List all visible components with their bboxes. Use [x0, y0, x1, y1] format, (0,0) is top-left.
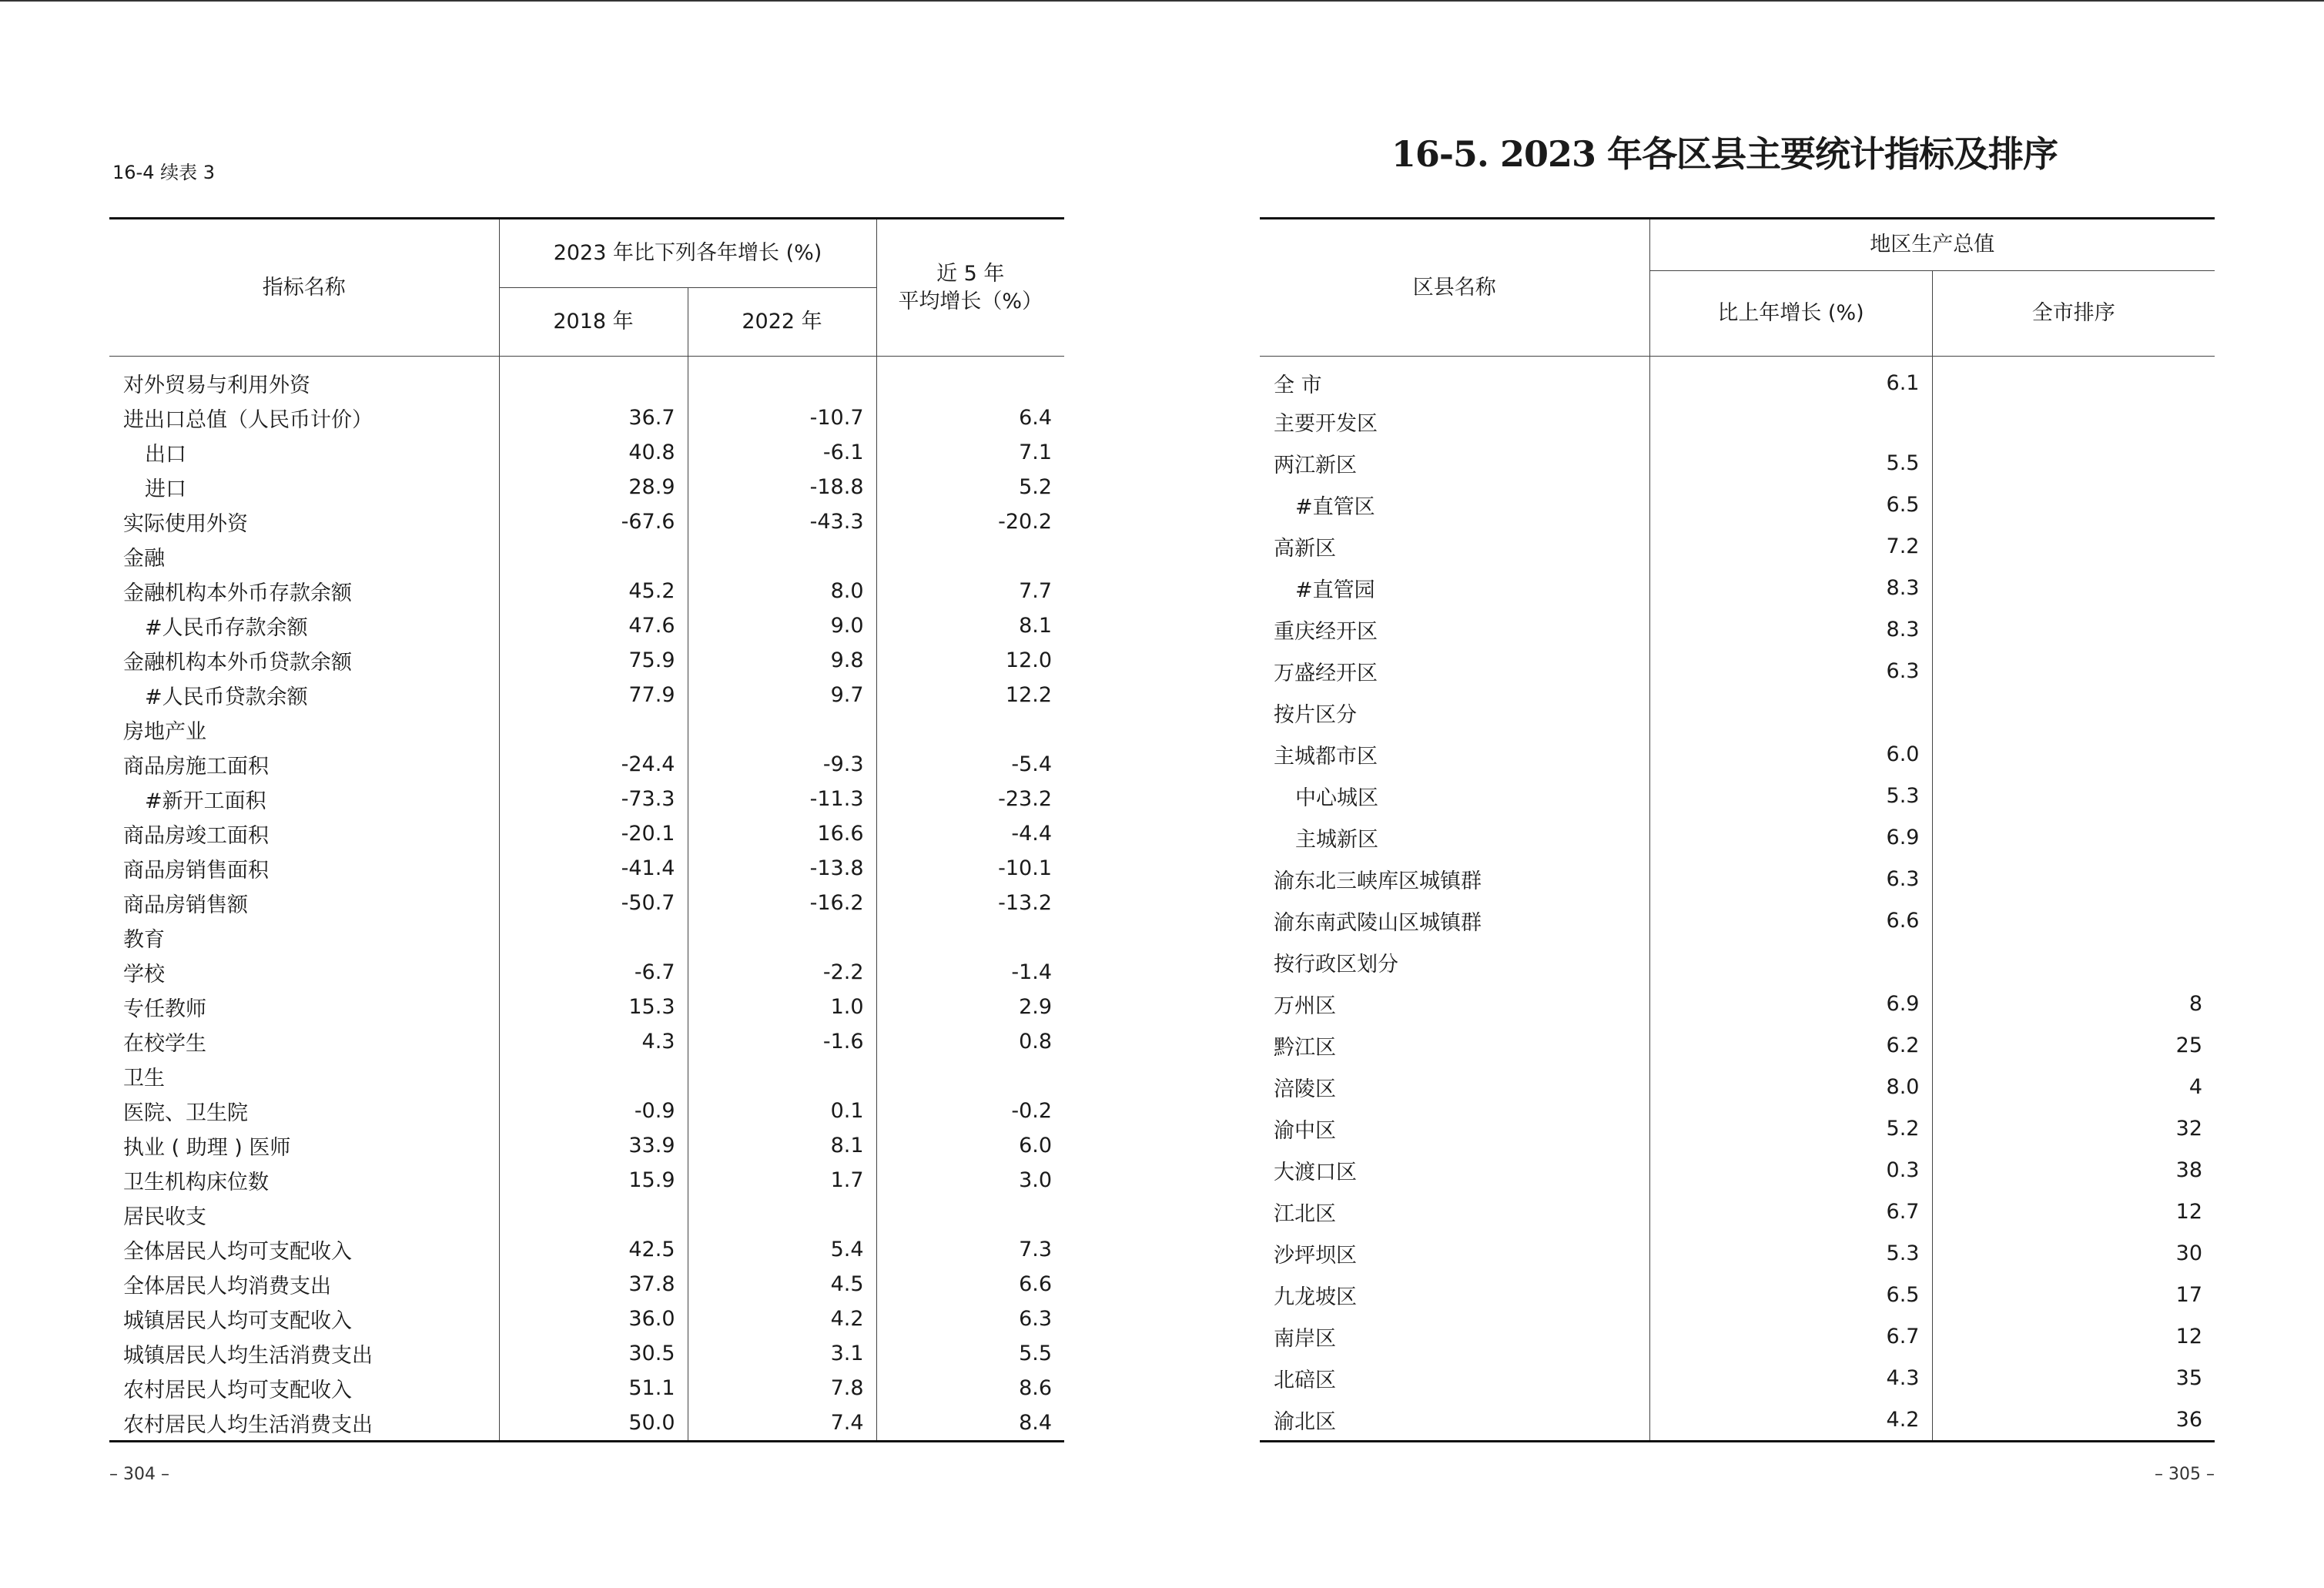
table-row: [1260, 567, 2215, 608]
cell-v1: 6.5: [1649, 484, 1932, 525]
cell-v2: -1.6: [688, 1024, 876, 1059]
table-row: [1260, 1315, 2215, 1357]
row-label: 城镇居民人均生活消费支出: [123, 1344, 373, 1368]
table-caption: 16-4 续表 3: [112, 162, 215, 183]
row-label: 渝北区: [1260, 1399, 1649, 1442]
table-row: [109, 539, 1064, 574]
cell-v3: 12.2: [876, 678, 1064, 712]
cell-v1: [1649, 400, 1932, 442]
cell-v3: 12.0: [876, 643, 1064, 678]
cell-v1: 6.7: [1649, 1315, 1932, 1357]
cell-v1: 8.0: [1649, 1066, 1932, 1107]
cell-v2: 36: [1932, 1399, 2215, 1442]
cell-v1: -73.3: [499, 782, 688, 816]
row-label: 按行政区划分: [1274, 952, 1398, 977]
table-row: [109, 1198, 1064, 1232]
row-label: 房地产业: [123, 720, 206, 744]
table-row: [109, 1024, 1064, 1059]
table-row: [1260, 484, 2215, 525]
table-row: [109, 643, 1064, 678]
cell-v3: 7.1: [876, 435, 1064, 470]
table-row: [109, 782, 1064, 816]
table-row: [1260, 1107, 2215, 1149]
cell-v2: -18.8: [688, 470, 876, 504]
cell-v1: [499, 539, 688, 574]
table-row: [109, 851, 1064, 886]
cell-v1: [499, 1198, 688, 1232]
cell-v3: -0.2: [876, 1094, 1064, 1128]
cell-v1: 6.5: [1649, 1274, 1932, 1315]
cell-v3: -4.4: [876, 816, 1064, 851]
table-row: [1260, 1357, 2215, 1399]
cell-v2: 3.1: [688, 1336, 876, 1371]
cell-v1: -20.1: [499, 816, 688, 851]
cell-v2: [1932, 442, 2215, 484]
header-2022: 2022 年: [688, 288, 876, 357]
cell-v1: 37.8: [499, 1267, 688, 1302]
cell-v3: 0.8: [876, 1024, 1064, 1059]
table-row: [1260, 1232, 2215, 1274]
table-row: [1260, 1149, 2215, 1191]
cell-v2: [688, 1059, 876, 1094]
header-gdp-group: 地区生产总值: [1649, 219, 2215, 271]
cell-v2: [1932, 900, 2215, 941]
table-row: [1260, 1399, 2215, 1442]
cell-v2: [1932, 567, 2215, 608]
row-label: 商品房施工面积: [123, 755, 269, 779]
cell-v1: [1649, 692, 1932, 733]
cell-v2: 8: [1932, 983, 2215, 1024]
page-number: – 304 –: [109, 1465, 169, 1484]
cell-v2: 12: [1932, 1315, 2215, 1357]
table-row: [109, 747, 1064, 782]
table-row: [1260, 983, 2215, 1024]
header-2018: 2018 年: [499, 288, 688, 357]
cell-v3: -23.2: [876, 782, 1064, 816]
table-row: [1260, 650, 2215, 692]
row-label: 居民收支: [123, 1205, 206, 1229]
row-label: 渝中区: [1274, 1118, 1336, 1143]
cell-v3: -1.4: [876, 955, 1064, 990]
table-row: [109, 1336, 1064, 1371]
cell-v1: 4.3: [1649, 1357, 1932, 1399]
row-label: 按片区分: [1274, 702, 1357, 727]
row-label: 对外贸易与利用外资: [123, 374, 310, 397]
cell-v2: 35: [1932, 1357, 2215, 1399]
row-label: 大渡口区: [1274, 1160, 1357, 1184]
cell-v1: 42.5: [499, 1232, 688, 1267]
cell-v2: 30: [1932, 1232, 2215, 1274]
row-label: 金融: [123, 547, 165, 571]
left-table-body: [109, 357, 1064, 1442]
cell-v2: -2.2: [688, 955, 876, 990]
row-label: #人民币存款余额: [145, 616, 308, 640]
cell-v1: -24.4: [499, 747, 688, 782]
cell-v1: 40.8: [499, 435, 688, 470]
table-row: [109, 1405, 1064, 1442]
cell-v2: [688, 920, 876, 955]
cell-v2: -10.7: [688, 400, 876, 435]
cell-v1: 6.2: [1649, 1024, 1932, 1066]
cell-v3: 6.0: [876, 1128, 1064, 1163]
header-growth-group: 2023 年比下列各年增长 (%): [499, 219, 876, 288]
cell-v3: [876, 357, 1064, 401]
cell-v2: [1932, 775, 2215, 816]
table-row: [1260, 941, 2215, 983]
row-label: 渝东北三峡库区城镇群: [1274, 869, 1482, 893]
cell-v1: -41.4: [499, 851, 688, 886]
cell-v3: [876, 920, 1064, 955]
cell-v1: 6.3: [1649, 650, 1932, 692]
row-label: 全体居民人均消费支出: [123, 1275, 331, 1298]
row-label: 主城新区: [1295, 827, 1378, 852]
cell-v2: 9.0: [688, 608, 876, 643]
row-label: 黔江区: [1274, 1035, 1336, 1060]
header-indicator-name: 指标名称: [109, 219, 499, 357]
header-rank: 全市排序: [1932, 271, 2215, 357]
cell-v1: 28.9: [499, 470, 688, 504]
row-label: 金融机构本外币存款余额: [123, 581, 352, 605]
row-label: 两江新区: [1274, 453, 1357, 477]
cell-v3: -20.2: [876, 504, 1064, 539]
cell-v1: 8.3: [1649, 608, 1932, 650]
header-district-name: 区县名称: [1260, 219, 1649, 357]
cell-v2: [688, 712, 876, 747]
row-label: 进口: [145, 477, 186, 501]
row-label: #直管园: [1295, 578, 1375, 602]
cell-v1: 33.9: [499, 1128, 688, 1163]
row-label: 城镇居民人均可支配收入: [123, 1309, 352, 1333]
cell-v2: 16.6: [688, 816, 876, 851]
row-label: 江北区: [1274, 1201, 1336, 1226]
cell-v3: 7.7: [876, 574, 1064, 608]
row-label: 农村居民人均生活消费支出: [109, 1405, 499, 1442]
table-row: [109, 1059, 1064, 1094]
cell-v2: [1932, 484, 2215, 525]
cell-v2: 4.5: [688, 1267, 876, 1302]
cell-v2: 25: [1932, 1024, 2215, 1066]
row-label: 高新区: [1274, 536, 1336, 561]
cell-v1: 77.9: [499, 678, 688, 712]
cell-v2: [688, 539, 876, 574]
table-row: [109, 608, 1064, 643]
cell-v3: 6.6: [876, 1267, 1064, 1302]
row-label: 出口: [145, 443, 186, 467]
row-label: 中心城区: [1295, 786, 1378, 810]
cell-v1: [499, 357, 688, 401]
cell-v1: 75.9: [499, 643, 688, 678]
cell-v1: 6.7: [1649, 1191, 1932, 1232]
row-label: 专任教师: [123, 997, 206, 1021]
cell-v1: 6.3: [1649, 858, 1932, 900]
cell-v3: 2.9: [876, 990, 1064, 1024]
row-label: 教育: [123, 928, 165, 952]
cell-v3: 8.6: [876, 1371, 1064, 1405]
cell-v2: [1932, 733, 2215, 775]
row-label: 商品房销售面积: [123, 859, 269, 883]
table-row: [1260, 1024, 2215, 1066]
row-label: 进出口总值（人民币计价）: [123, 408, 373, 432]
cell-v1: 45.2: [499, 574, 688, 608]
table-row: [1260, 816, 2215, 858]
cell-v1: 36.7: [499, 400, 688, 435]
cell-v2: 0.1: [688, 1094, 876, 1128]
cell-v1: -6.7: [499, 955, 688, 990]
cell-v1: 6.9: [1649, 983, 1932, 1024]
cell-v3: 6.4: [876, 400, 1064, 435]
cell-v3: 8.4: [876, 1405, 1064, 1442]
row-label: 商品房销售额: [123, 893, 248, 917]
cell-v2: [1932, 941, 2215, 983]
table-row: [1260, 1274, 2215, 1315]
cell-v3: [876, 539, 1064, 574]
cell-v2: [688, 357, 876, 401]
table-row: [109, 357, 1064, 401]
cell-v2: [1932, 400, 2215, 442]
cell-v2: 12: [1932, 1191, 2215, 1232]
cell-v1: [499, 1059, 688, 1094]
cell-v2: [1932, 357, 2215, 401]
table-row: [109, 504, 1064, 539]
table-row: [109, 1163, 1064, 1198]
row-label: 渝东南武陵山区城镇群: [1274, 910, 1482, 935]
cell-v3: [876, 1059, 1064, 1094]
row-label: 全 市: [1274, 374, 1322, 397]
cell-v2: 5.4: [688, 1232, 876, 1267]
cell-v2: [1932, 858, 2215, 900]
row-label: 金融机构本外币贷款余额: [123, 651, 352, 675]
cell-v1: 36.0: [499, 1302, 688, 1336]
cell-v1: 4.2: [1649, 1399, 1932, 1442]
row-label: 在校学生: [123, 1032, 206, 1056]
table-row: [109, 1371, 1064, 1405]
row-label: 北碚区: [1274, 1368, 1336, 1392]
cell-v2: -6.1: [688, 435, 876, 470]
cell-v1: 51.1: [499, 1371, 688, 1405]
cell-v2: -43.3: [688, 504, 876, 539]
table-row: [109, 1302, 1064, 1336]
table-row: [1260, 775, 2215, 816]
row-label: 沙坪坝区: [1274, 1243, 1357, 1268]
table-row: [1260, 1066, 2215, 1107]
header-growth: 比上年增长 (%): [1649, 271, 1932, 357]
table-row: [1260, 400, 2215, 442]
cell-v2: 8.1: [688, 1128, 876, 1163]
cell-v2: 32: [1932, 1107, 2215, 1149]
cell-v2: [1932, 816, 2215, 858]
row-label: 卫生机构床位数: [123, 1171, 269, 1194]
table-row: [109, 678, 1064, 712]
cell-v2: -9.3: [688, 747, 876, 782]
page-title: 16-5. 2023 年各区县主要统计指标及排序: [1391, 133, 2058, 175]
row-label: #新开工面积: [145, 789, 266, 813]
table-row: [1260, 525, 2215, 567]
row-label: 万盛经开区: [1274, 661, 1378, 685]
row-label: 卫生: [123, 1067, 165, 1090]
header-5yr-avg: [876, 219, 1064, 357]
cell-v1: 6.0: [1649, 733, 1932, 775]
cell-v1: 8.3: [1649, 567, 1932, 608]
cell-v2: 38: [1932, 1149, 2215, 1191]
table-row: [1260, 900, 2215, 941]
row-label: #直管区: [1295, 494, 1375, 519]
cell-v3: 3.0: [876, 1163, 1064, 1198]
page-number: – 305 –: [2155, 1465, 2215, 1484]
cell-v2: 4.2: [688, 1302, 876, 1336]
table-row: [109, 816, 1064, 851]
cell-v3: [876, 712, 1064, 747]
cell-v2: -16.2: [688, 886, 876, 920]
table-row: [1260, 858, 2215, 900]
cell-v1: 4.3: [499, 1024, 688, 1059]
cell-v1: 30.5: [499, 1336, 688, 1371]
cell-v1: 50.0: [499, 1405, 688, 1442]
cell-v3: 5.2: [876, 470, 1064, 504]
cell-v3: -13.2: [876, 886, 1064, 920]
right-table: [1260, 217, 2215, 1442]
row-label: 主城都市区: [1274, 744, 1378, 769]
row-label: 南岸区: [1274, 1326, 1336, 1351]
cell-v1: 47.6: [499, 608, 688, 643]
cell-v2: 4: [1932, 1066, 2215, 1107]
cell-v2: 17: [1932, 1274, 2215, 1315]
table-row: [1260, 357, 2215, 401]
row-label: 实际使用外资: [123, 512, 248, 536]
cell-v1: -0.9: [499, 1094, 688, 1128]
row-label: 重庆经开区: [1274, 619, 1378, 644]
table-row: [1260, 442, 2215, 484]
table-row: [109, 955, 1064, 990]
table-row: [109, 886, 1064, 920]
table-row: [109, 1094, 1064, 1128]
table-row: [109, 1232, 1064, 1267]
cell-v2: [1932, 525, 2215, 567]
right-table-body: [1260, 357, 2215, 1442]
cell-v1: 5.2: [1649, 1107, 1932, 1149]
table-row: [109, 1267, 1064, 1302]
header-5yr-line1: 近 5 年: [936, 261, 1005, 286]
cell-v3: 6.3: [876, 1302, 1064, 1336]
table-row: [1260, 733, 2215, 775]
table-row: [109, 990, 1064, 1024]
row-label: 学校: [123, 963, 165, 987]
row-label: 执业 ( 助理 ) 医师: [123, 1136, 291, 1160]
cell-v2: [1932, 608, 2215, 650]
cell-v2: -11.3: [688, 782, 876, 816]
cell-v1: 7.2: [1649, 525, 1932, 567]
row-label: 商品房竣工面积: [123, 824, 269, 848]
cell-v3: 5.5: [876, 1336, 1064, 1371]
table-row: [109, 470, 1064, 504]
row-label: 九龙坡区: [1274, 1285, 1357, 1309]
table-row: [1260, 692, 2215, 733]
cell-v2: -13.8: [688, 851, 876, 886]
table-row: [109, 712, 1064, 747]
cell-v1: 5.3: [1649, 775, 1932, 816]
cell-v2: [1932, 650, 2215, 692]
cell-v2: 7.8: [688, 1371, 876, 1405]
cell-v1: 5.5: [1649, 442, 1932, 484]
cell-v1: 6.1: [1649, 357, 1932, 401]
row-label: 主要开发区: [1274, 411, 1378, 436]
cell-v3: [876, 1198, 1064, 1232]
cell-v1: 5.3: [1649, 1232, 1932, 1274]
cell-v3: 8.1: [876, 608, 1064, 643]
cell-v2: 9.7: [688, 678, 876, 712]
row-label: 涪陵区: [1274, 1077, 1336, 1101]
table-row: [1260, 608, 2215, 650]
row-label: #人民币贷款余额: [145, 685, 308, 709]
row-label: 万州区: [1274, 993, 1336, 1018]
cell-v2: 1.7: [688, 1163, 876, 1198]
cell-v1: 15.3: [499, 990, 688, 1024]
cell-v2: 7.4: [688, 1405, 876, 1442]
table-row: [109, 574, 1064, 608]
cell-v1: 15.9: [499, 1163, 688, 1198]
row-label: 医院、卫生院: [123, 1101, 248, 1125]
table-row: [109, 435, 1064, 470]
row-label: 农村居民人均可支配收入: [123, 1379, 352, 1402]
left-page: [109, 0, 1064, 1588]
table-row: [109, 1128, 1064, 1163]
cell-v2: 8.0: [688, 574, 876, 608]
cell-v2: [1932, 692, 2215, 733]
cell-v2: [688, 1198, 876, 1232]
table-row: [109, 400, 1064, 435]
cell-v1: 6.6: [1649, 900, 1932, 941]
right-page: [1260, 0, 2215, 1588]
table-row: [1260, 1191, 2215, 1232]
cell-v1: -50.7: [499, 886, 688, 920]
cell-v1: 0.3: [1649, 1149, 1932, 1191]
cell-v3: -10.1: [876, 851, 1064, 886]
cell-v2: 1.0: [688, 990, 876, 1024]
row-label: 全体居民人均可支配收入: [123, 1240, 352, 1264]
cell-v1: -67.6: [499, 504, 688, 539]
cell-v1: 6.9: [1649, 816, 1932, 858]
cell-v1: [499, 920, 688, 955]
header-5yr-line2: 平均增长（%）: [898, 289, 1043, 313]
left-table: [109, 217, 1064, 1442]
table-row: [109, 920, 1064, 955]
cell-v2: 9.8: [688, 643, 876, 678]
cell-v3: -5.4: [876, 747, 1064, 782]
cell-v3: 7.3: [876, 1232, 1064, 1267]
cell-v1: [499, 712, 688, 747]
cell-v1: [1649, 941, 1932, 983]
